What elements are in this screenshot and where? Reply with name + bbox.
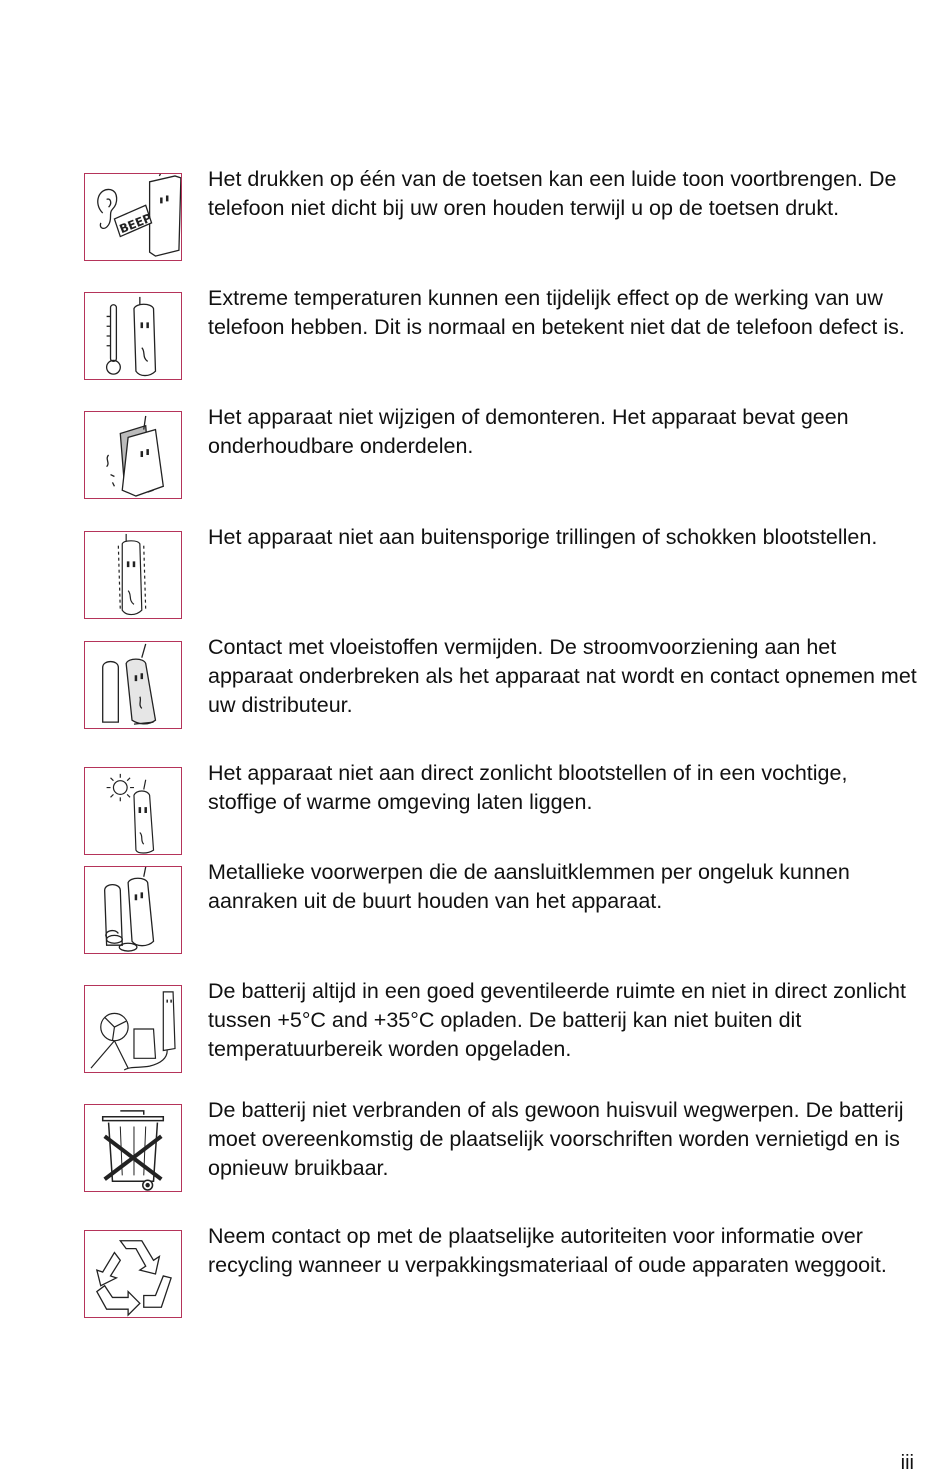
phone-disassembly-icon — [84, 411, 182, 499]
safety-text: De batterij altijd in een goed geventileerde ruimte en niet in direct zonlicht tussen +5°C and +35°C opladen. De batterij kan niet buiten dit temperatuurbereik worden opgeladen. — [208, 979, 906, 1061]
page-number: iii — [900, 1452, 914, 1474]
safety-text: Extreme temperaturen kunnen een tijdelijk effect op de werking van uw telefoon hebben. Dit is normaal en betekent niet dat de telefoon defect is. — [208, 286, 905, 339]
phone-sun-icon — [84, 767, 182, 855]
safety-text: Contact met vloeistoffen vermijden. De stroomvoorziening aan het apparaat onderbreken als het apparaat nat wordt en contact opnemen met uw distributeur. — [208, 635, 917, 717]
safety-text: Het apparaat niet aan direct zonlicht blootstellen of in een vochtige, stoffige of warme omgeving laten liggen. — [208, 761, 848, 814]
thermometer-phone-icon — [84, 292, 182, 380]
phone-beep-ear-icon — [84, 173, 182, 261]
safety-text: Het apparaat niet aan buitensporige trillingen of schokken blootstellen. — [208, 525, 878, 549]
recycling-icon — [84, 1230, 182, 1318]
phone-vibration-icon — [84, 531, 182, 619]
safety-text: Het drukken op één van de toetsen kan een luide toon voortbrengen. De telefoon niet dicht bij uw oren houden terwijl u op de toetsen drukt. — [208, 167, 897, 220]
safety-text: Neem contact op met de plaatselijke autoriteiten voor informatie over recycling wanneer u verpakkingsmateriaal of oude apparaten weggooit. — [208, 1224, 887, 1277]
safety-text: Metallieke voorwerpen die de aansluitklemmen per ongeluk kunnen aanraken uit de buurt houden van het apparaat. — [208, 860, 850, 913]
phone-liquid-icon — [84, 641, 182, 729]
safety-text: Het apparaat niet wijzigen of demonteren. Het apparaat bevat geen onderhoudbare onderdelen. — [208, 405, 849, 458]
safety-text: De batterij niet verbranden of als gewoon huisvuil wegwerpen. De batterij moet overeenkomstig de plaatselijk voorschriften worden vernietigd en is opnieuw bruikbaar. — [208, 1098, 904, 1180]
crossed-bin-icon — [84, 1104, 182, 1192]
battery-charging-fan-icon — [84, 985, 182, 1073]
phone-metal-objects-icon — [84, 866, 182, 954]
svg-text:BEEP: BEEP — [117, 210, 154, 237]
